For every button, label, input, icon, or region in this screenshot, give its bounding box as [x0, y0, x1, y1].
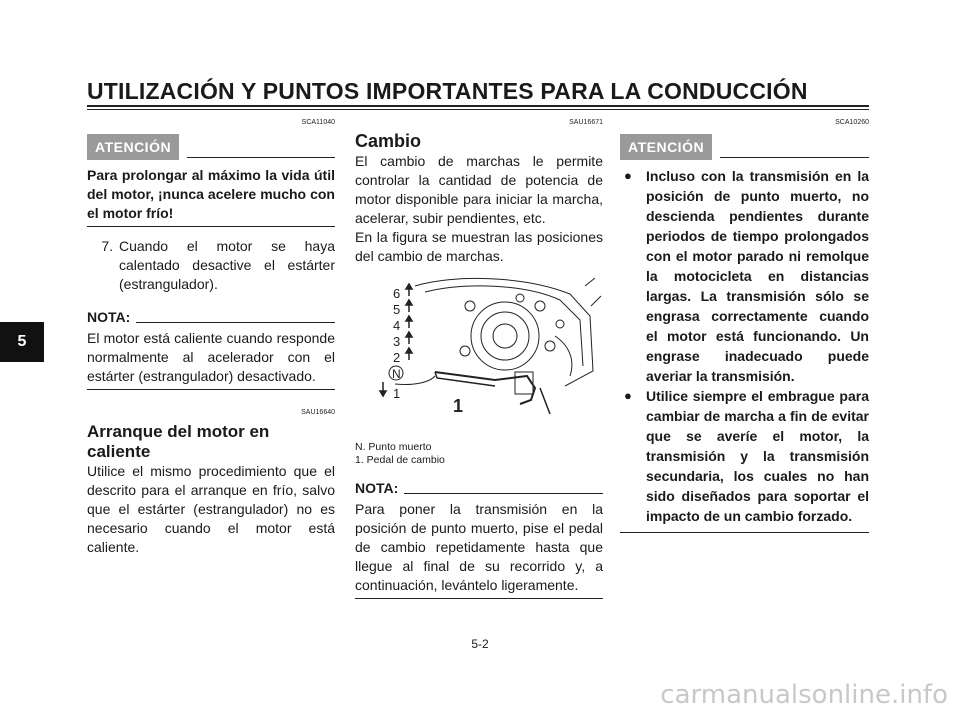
section-title: Arranque del motor en caliente — [87, 422, 270, 461]
step-number: 7. — [101, 238, 113, 254]
section-text: Utilice el mismo procedimiento que el descrito para el arranque en frío, salvo que el estárter (estrangulador) no es necesario cuando el motor está caliente. — [87, 463, 335, 555]
bullet-text: Utilice siempre el embrague para cambiar de marcha a fin de evitar que se averíe el motor, la transmisión y la transmisión secundaria, los cuales no han sido diseñados para soportar el impacto de un cambio forzado. — [646, 388, 869, 524]
column-middle — [355, 118, 603, 599]
section-title: Cambio — [355, 131, 422, 151]
nota-end-rule — [355, 598, 603, 599]
caution-label: ATENCIÓN — [620, 134, 712, 160]
figure-caption: N. Punto muerto — [355, 441, 432, 453]
nota-end-rule — [87, 389, 335, 390]
column-left — [87, 118, 335, 557]
gear-label: 3 — [393, 334, 401, 349]
gear-shift-illustration — [355, 276, 603, 416]
page-number: 5-2 — [471, 637, 489, 651]
title-rule — [87, 105, 869, 107]
gear-label: 6 — [393, 286, 401, 301]
gear-label-neutral: N — [392, 367, 401, 381]
step-text: Cuando el motor se haya calentado desactive el estárter (estrangulador). — [119, 238, 335, 292]
bullet-icon: ● — [624, 388, 632, 403]
nota-label: NOTA: — [355, 480, 399, 496]
caution-header — [87, 130, 335, 160]
bullet-text: Incluso con la transmisión en la posición de punto muerto, no descienda pendientes durante periodos de tiempo prolongados con el motor parado ni remolque la motocicleta en distancias largas. La transmisión sólo se engrasa correctamente cuando el motor está funcionando. Un engrase inadecuado puede averiar la transmisión. — [646, 168, 869, 384]
caution-rule — [187, 157, 335, 158]
section-text-2: En la figura se muestran las posiciones del cambio de marchas. — [355, 229, 603, 264]
section-text: El cambio de marchas le permite controlar la cantidad de potencia de motor disponible para iniciar la marcha, acelerar, subir pendientes, etc. — [355, 153, 603, 226]
pedal-callout: 1 — [453, 396, 464, 416]
nota-header — [87, 308, 335, 327]
bullet-icon: ● — [624, 168, 632, 183]
gear-label: 1 — [393, 386, 401, 401]
column-right — [620, 118, 869, 533]
figure-caption: 1. Pedal de cambio — [355, 454, 445, 466]
caution-bullet — [620, 386, 869, 526]
caution-bullet — [620, 166, 869, 386]
caution-rule — [720, 157, 869, 158]
caution-header — [620, 130, 869, 160]
caution-text: Para prolongar al máximo la vida útil del motor, ¡nunca acelere mucho con el motor frío! — [87, 167, 335, 221]
reference-code: SAU16671 — [569, 119, 603, 126]
nota-rule — [136, 322, 335, 323]
gear-label: 5 — [393, 302, 401, 317]
title-rule-thin — [87, 109, 869, 110]
caution-end-rule — [620, 532, 869, 533]
caution-end-rule — [87, 226, 335, 227]
watermark: carmanualsonline.info — [660, 680, 948, 710]
reference-code: SAU16640 — [301, 409, 335, 416]
nota-text: El motor está caliente cuando responde normalmente al acelerador con el estárter (estrangulador) desactivado. — [87, 330, 335, 384]
nota-rule — [404, 493, 603, 494]
reference-code: SCA10260 — [835, 119, 869, 126]
chapter-tab: 5 — [0, 322, 44, 362]
step-item — [87, 237, 335, 294]
caution-label: ATENCIÓN — [87, 134, 179, 160]
gear-label: 2 — [393, 350, 401, 365]
reference-code: SCA11040 — [301, 119, 335, 126]
nota-header — [355, 479, 603, 498]
nota-text: Para poner la transmisión en la posición de punto muerto, pise el pedal de cambio repetidamente hasta que llegue al final de su recorrido y, a continuación, levántelo ligeramente. — [355, 501, 603, 593]
gear-label: 4 — [393, 318, 401, 333]
page-title: UTILIZACIÓN Y PUNTOS IMPORTANTES PARA LA CONDUCCIÓN — [87, 78, 808, 104]
nota-label: NOTA: — [87, 309, 131, 325]
